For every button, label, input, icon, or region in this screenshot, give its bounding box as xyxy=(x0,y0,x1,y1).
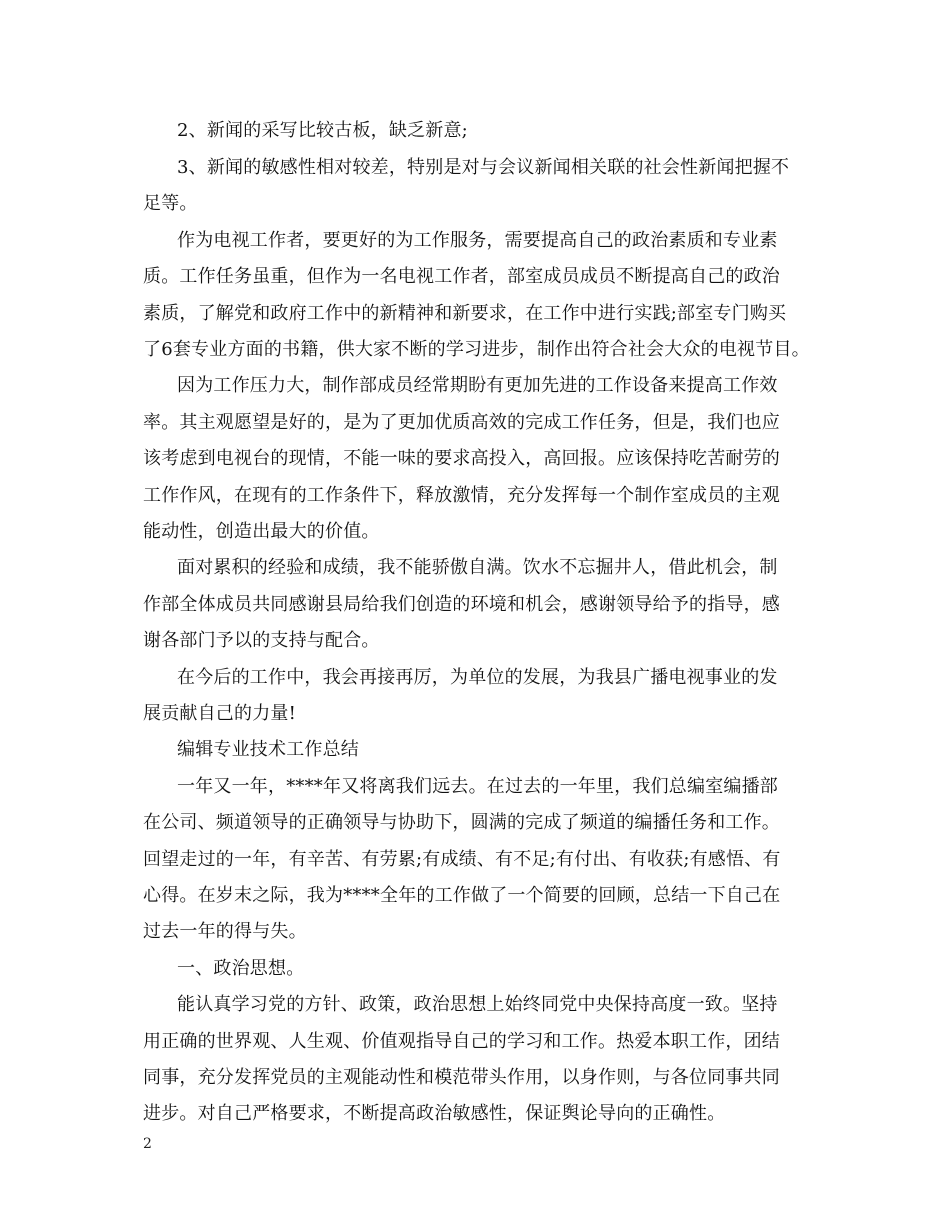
text-line: 作部全体成员共同感谢县局给我们创造的环境和机会，感谢领导给予的指导，感 xyxy=(143,594,780,615)
text-line: 在公司、频道领导的正确领导与协助下，圆满的完成了频道的编播任务和工作。 xyxy=(143,812,780,833)
text-line: 心得。在岁末之际，我为****全年的工作做了一个简要的回顾，总结一下自己在 xyxy=(143,885,781,906)
text-line: 率。其主观愿望是好的，是为了更加优质高效的完成工作任务，但是，我们也应 xyxy=(143,412,780,433)
text-line: 作为电视工作者，要更好的为工作服务，需要提高自己的政治素质和专业素 xyxy=(177,230,778,251)
text-line: 用正确的世界观、人生观、价值观指导自己的学习和工作。热爱本职工作，团结 xyxy=(143,1031,780,1052)
text-line: 同事，充分发挥党员的主观能动性和模范带头作用，以身作则，与各位同事共同 xyxy=(143,1067,780,1088)
page-number: 2 xyxy=(143,1136,152,1152)
text-line: 在今后的工作中，我会再接再厉，为单位的发展，为我县广播电视事业的发 xyxy=(177,667,778,688)
text-line: 面对累积的经验和成绩，我不能骄傲自满。饮水不忘掘井人，借此机会，制 xyxy=(177,557,778,578)
section-heading: 一、政治思想。 xyxy=(177,958,305,979)
text-line: 能动性，创造出最大的价值。 xyxy=(143,521,380,542)
text-line: 展贡献自己的力量! xyxy=(143,703,297,724)
text-line: 2、新闻的采写比较古板，缺乏新意; xyxy=(177,120,468,141)
text-line: 素质，了解党和政府工作中的新精神和新要求，在工作中进行实践;部室专门购买 xyxy=(143,303,787,324)
section-heading: 编辑专业技术工作总结 xyxy=(177,739,359,760)
text-line: 能认真学习党的方针、政策，政治思想上始终同党中央保持高度一致。坚持 xyxy=(177,994,778,1015)
text-line: 了6套专业方面的书籍，供大家不断的学习进步，制作出符合社会大众的电视节目。 xyxy=(143,339,810,360)
text-line: 足等。 xyxy=(143,193,198,214)
text-line: 因为工作压力大，制作部成员经常期盼有更加先进的工作设备来提高工作效 xyxy=(177,375,778,396)
text-line: 谢各部门予以的支持与配合。 xyxy=(143,630,380,651)
text-line: 过去一年的得与失。 xyxy=(143,921,307,942)
text-line: 质。工作任务虽重，但作为一名电视工作者，部室成员成员不断提高自己的政治 xyxy=(143,266,780,287)
text-line: 该考虑到电视台的现情，不能一味的要求高投入，高回报。应该保持吃苦耐劳的 xyxy=(143,448,780,469)
text-line: 一年又一年，****年又将离我们远去。在过去的一年里，我们总编室编播部 xyxy=(177,776,778,797)
text-line: 进步。对自己严格要求，不断提高政治敏感性，保证舆论导向的正确性。 xyxy=(143,1103,726,1124)
text-line: 工作作风，在现有的工作条件下，释放激情，充分发挥每一个制作室成员的主观 xyxy=(143,485,780,506)
text-line: 3、新闻的敏感性相对较差，特别是对与会议新闻相关联的社会性新闻把握不 xyxy=(177,157,790,178)
text-line: 回望走过的一年，有辛苦、有劳累;有成绩、有不足;有付出、有收获;有感悟、有 xyxy=(143,849,781,870)
